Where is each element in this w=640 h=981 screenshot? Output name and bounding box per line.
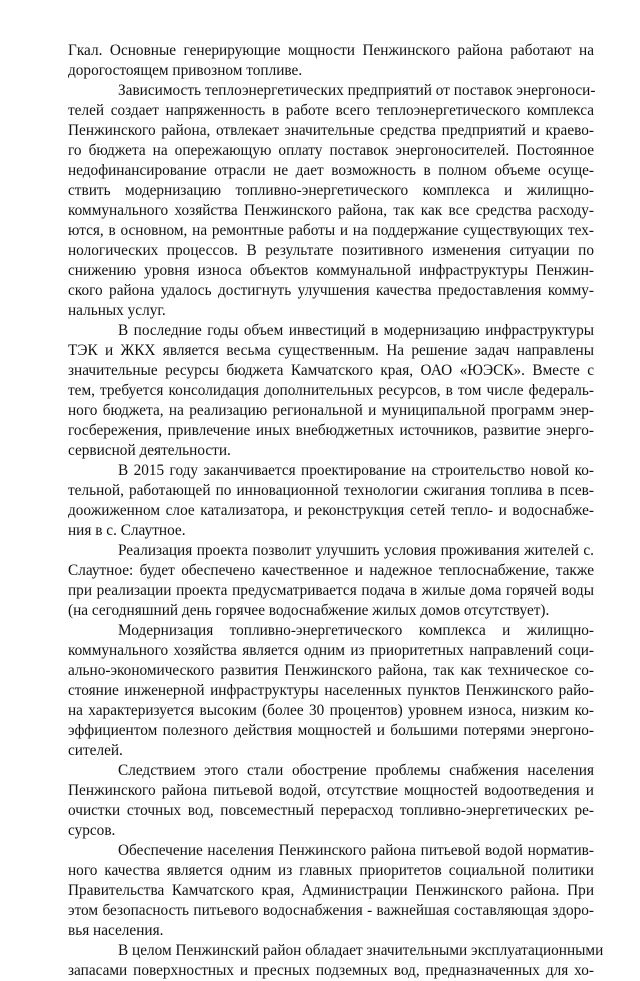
text-line: Гкал. Основные генерирующие мощности Пенжинского района работают на (68, 42, 594, 59)
text-line: запасами поверхностных и пресных подземных вод, предназначенных для хо- (68, 962, 594, 979)
text-line: коммунального хозяйства является одним из приоритетных направлений соци- (68, 642, 594, 659)
text-line: Модернизация топливно-энергетического комплекса и жилищно- (118, 622, 594, 639)
paragraph-4 (68, 461, 594, 541)
text-line: вья населения. (68, 922, 164, 939)
text-line: очистки сточных вод, повсеместный перерасход топливно-энергетических ре- (68, 802, 594, 819)
text-line: В целом Пенжинский район обладает значительными эксплуатационными (118, 942, 604, 959)
paragraph-6 (68, 621, 594, 761)
text-line: ствить модернизацию топливно-энергетического комплекса и жилищно- (68, 182, 594, 199)
text-line: (на сегодняшний день горячее водоснабжение жилых домов отсутствует). (68, 602, 550, 619)
text-line: Слаутное: будет обеспечено качественное и надежное теплоснабжение, также (68, 562, 594, 579)
text-line: тельной, работающей по инновационной технологии сжигания топлива в псев- (68, 482, 594, 499)
text-line: Обеспечение населения Пенжинского района питьевой водой норматив- (118, 842, 594, 859)
text-line: тем, требуется консолидация дополнительных ресурсов, в том числе федераль- (68, 382, 594, 399)
text-line: госбережения, привлечение иных внебюджетных источников, развитие энерго- (68, 422, 594, 439)
paragraph-8 (68, 841, 594, 941)
text-line: сурсов. (68, 822, 116, 839)
text-line: ются, в основном, на ремонтные работы и на поддержание существующих тех- (68, 222, 594, 239)
text-line: Зависимость теплоэнергетических предприятий от поставок энергоноси- (118, 82, 596, 99)
text-line: нологических процессов. В результате позитивного изменения ситуации по (68, 242, 594, 259)
text-line: Следствием этого стали обострение проблемы снабжения населения (118, 762, 594, 779)
text-line: ного бюджета, на реализацию региональной и муниципальной программ энер- (68, 402, 594, 419)
text-line: дорогостоящем привозном топливе. (68, 62, 303, 79)
paragraph-1 (68, 41, 594, 81)
text-line: этом безопасность питьевого водоснабжения - важнейшая составляющая здоро- (68, 902, 594, 919)
text-line: Реализация проекта позволит улучшить условия проживания жителей с. (118, 542, 594, 559)
text-line: сервисной деятельности. (68, 442, 231, 459)
text-line: ного качества является одним из главных приоритетов социальной политики (68, 862, 594, 879)
text-line: значительные ресурсы бюджета Камчатского края, ОАО «ЮЭСК». Вместе с (68, 362, 594, 379)
text-line: стояние инженерной инфраструктуры населенных пунктов Пенжинского райо- (68, 682, 594, 699)
text-line: телей создает напряженность в работе всего теплоэнергетического комплекса (68, 102, 594, 119)
text-line: недофинансирование отрасли не дает возможность в полном объеме осуще- (68, 162, 594, 179)
text-line: коммунального хозяйства Пенжинского района, так как все средства расходу- (68, 202, 594, 219)
text-line: на характеризуется высоким (более 30 процентов) уровнем износа, низким ко- (68, 702, 594, 719)
paragraph-9 (68, 941, 604, 981)
document-page (68, 41, 604, 981)
text-line: снижению уровня износа объектов коммунальной инфраструктуры Пенжин- (68, 262, 594, 279)
paragraph-3 (68, 321, 594, 461)
text-line: Правительства Камчатского края, Администрации Пенжинского района. При (68, 882, 594, 899)
text-line: ского района удалось достигнуть улучшения качества предоставления комму- (68, 282, 594, 299)
text-line: В последние годы объем инвестиций в модернизацию инфраструктуры (118, 322, 594, 339)
text-line: ТЭК и ЖКХ является весьма существенным. На решение задач направлены (68, 342, 594, 359)
text-line: при реализации проекта предусматривается подача в жилые дома горячей воды (68, 582, 594, 599)
text-line: Пенжинского района, отвлекает значительные средства предприятий и краево- (68, 122, 594, 139)
text-line: В 2015 году заканчивается проектирование на строительство новой ко- (118, 462, 594, 479)
text-line: ния в с. Слаутное. (68, 522, 186, 539)
paragraph-5 (68, 541, 594, 621)
text-line: эффициентом полезного действия мощностей и большими потерями энергоно- (68, 722, 594, 739)
text-line: ально-экономического развития Пенжинского района, так как техническое со- (68, 662, 594, 679)
text-line: нальных услуг. (68, 302, 166, 319)
text-line: го бюджета на опережающую оплату поставок энергоносителей. Постоянное (68, 142, 594, 159)
paragraph-7 (68, 761, 594, 841)
text-line: доожиженном слое катализатора, и реконструкция сетей тепло- и водоснабже- (68, 502, 594, 519)
paragraph-2 (68, 81, 594, 321)
text-line: сителей. (68, 742, 123, 759)
text-line: Пенжинского района питьевой водой, отсутствие мощностей водоотведения и (68, 782, 594, 799)
